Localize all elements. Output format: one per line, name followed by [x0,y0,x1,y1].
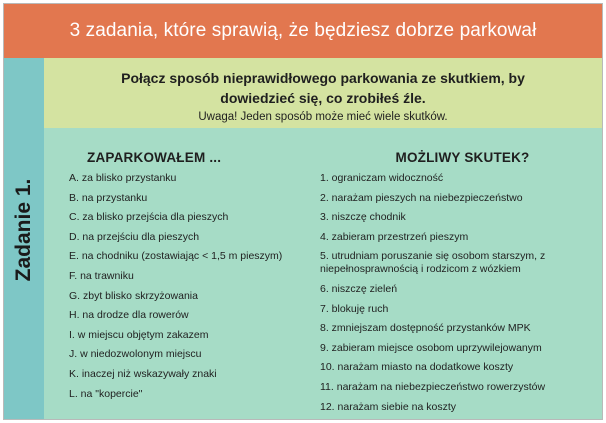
list-item: F. na trawniku [69,269,134,282]
title-text: 3 zadania, które sprawią, że będziesz dobrze parkował [69,20,537,41]
list-item: I. w miejscu objętym zakazem [69,328,209,341]
list-item: 1. ograniczam widoczność [320,172,444,184]
list-item: 8. zmniejszam dostępność przystanków MPK [320,322,531,335]
side-strip [4,58,44,419]
left-column [69,150,309,407]
instruction-box [44,58,602,128]
list-item: H. na drodze dla rowerów [69,309,189,322]
matching-area [44,128,602,419]
list-item: 10. narażam miasto na dodatkowe koszty [320,361,514,374]
list-item: D. na przejściu dla pieszych [69,230,200,243]
left-column-header: ZAPARKOWAŁEM ... [87,150,222,165]
list-item: 4. zabieram przestrzeń pieszym [320,230,469,243]
list-item: 12. narażam siebie na koszty [320,400,456,413]
list-item: E. na chodniku (zostawiając < 1,5 m pieszym) [69,250,283,263]
list-item: K. inaczej niż wskazywały znaki [69,367,217,380]
right-column [320,150,603,420]
instruction-main: Połącz sposób nieprawidłowego parkowania ze skutkiem, by dowiedzieć się, co zrobiłeś źle. [121,70,525,106]
instruction-note: Uwaga! Jeden sposób może mieć wiele skutków. [198,111,448,123]
side-label: Zadanie 1. [12,178,35,282]
list-item: A. za blisko przystanku [69,172,177,184]
right-column-header: MOŻLIWY SKUTEK? [395,150,530,165]
list-item: 3. niszczę chodnik [320,211,406,224]
task-card [3,3,603,420]
list-item: C. za blisko przejścia dla pieszych [69,211,229,224]
list-item: 11. narażam na niebezpieczeństwo rowerzystów [320,380,546,393]
list-item: L. na "kopercie" [69,387,143,400]
list-item: 2. narażam pieszych na niebezpieczeństwo [320,191,523,204]
list-item: 6. niszczę zieleń [320,282,398,295]
list-item: G. zbyt blisko skrzyżowania [69,289,198,302]
list-item: 5. utrudniam poruszanie się osobom starszym, z niepełnosprawnością i rodzicom z wózkiem [320,250,546,276]
list-item: 7. blokuję ruch [320,302,389,315]
list-item: J. w niedozwolonym miejscu [69,348,202,361]
list-item: 9. zabieram miejsce osobom uprzywilejowanym [320,341,542,354]
list-item: B. na przystanku [69,191,148,204]
page-title [4,4,602,58]
